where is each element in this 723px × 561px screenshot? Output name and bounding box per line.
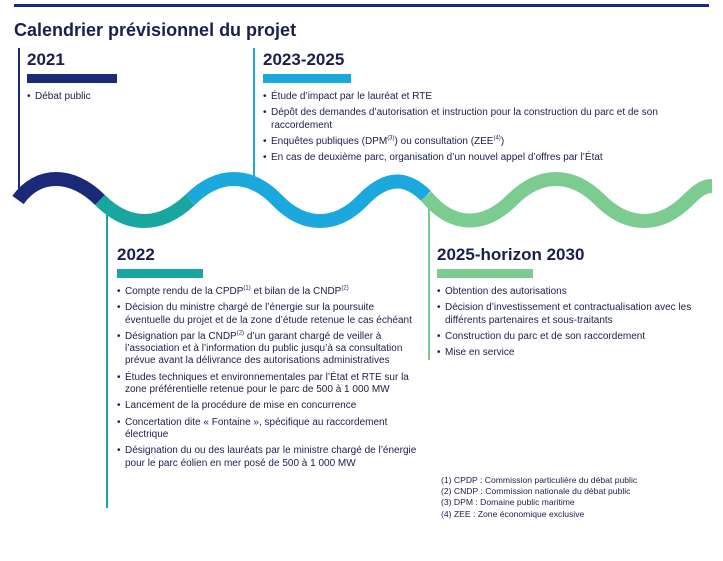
list-item: • Lancement de la procédure de mise en concurrence — [117, 400, 417, 412]
footnote: (3) DPM : Domaine public maritime — [441, 497, 575, 508]
list-item: • Compte rendu de la CPDP$^{(1)}$ et bilan de la CNDP$^{(2)}$ — [117, 286, 417, 298]
list-item: • Décision d’investissement et contractualisation avec les différents partenaires et sous-traitants — [437, 302, 707, 327]
footnote-ref: (2) — [341, 285, 349, 292]
period-2021-year: 2021 — [27, 50, 65, 69]
list-item: • Obtention des autorisations — [437, 286, 707, 298]
footnote-ref: (3) — [387, 135, 395, 142]
footnotes — [441, 475, 637, 520]
list-item: • Études techniques et environnementales par l’État et RTE sur la zone préférentielle retenue pour le parc de 500 à 1 000 MW — [117, 372, 417, 397]
connector-2021 — [18, 48, 20, 198]
connector-2022 — [106, 208, 108, 508]
period-2021-bar — [27, 74, 117, 83]
period-2021-list — [27, 91, 227, 107]
period-2025-2030-year: 2025-horizon 2030 — [437, 245, 585, 264]
period-2023-2025-list — [263, 91, 703, 168]
period-2025-2030-bar — [437, 269, 533, 278]
period-2023-2025-year: 2023-2025 — [263, 50, 345, 69]
footnote: (4) ZEE : Zone économique exclusive — [441, 508, 585, 519]
footnote: (1) CPDP : Commission particulière du débat public — [441, 475, 638, 485]
list-item: • Mise en service — [437, 347, 707, 359]
wave-segment-2025-2030 — [426, 179, 712, 221]
wave-segment-2023-2025 — [190, 179, 426, 221]
period-2022-list — [117, 286, 417, 474]
list-item: • Décision du ministre chargé de l’énergie sur la poursuite éventuelle du projet et de la zone d’étude retenue le cas échéant — [117, 302, 417, 327]
list-item: • Étude d’impact par le lauréat et RTE — [263, 91, 703, 103]
period-2025-2030-list — [437, 286, 707, 363]
connector-2025-2030 — [428, 200, 430, 360]
list-item: • Dépôt des demandes d’autorisation et instruction pour la construction du parc et de son raccordement — [263, 107, 703, 132]
footnote-ref: (1) — [243, 285, 251, 292]
list-item: • Désignation du ou des lauréats par le ministre chargé de l’énergie pour le parc éolien en mer posé de 500 à 1 000 MW — [117, 445, 417, 470]
footnote-ref: (4) — [493, 135, 501, 142]
list-item: • Construction du parc et de son raccordement — [437, 331, 707, 343]
footnote: (2) CNDP : Commission nationale du débat public — [441, 486, 631, 497]
footnote-ref: (2) — [236, 330, 245, 337]
list-item: • Concertation dite « Fontaine », spécifique au raccordement électrique — [117, 417, 417, 442]
period-2022-year: 2022 — [117, 245, 155, 264]
wave-segment-2022 — [100, 200, 190, 221]
page-title: Calendrier prévisionnel du projet — [14, 20, 297, 40]
list-item: • Débat public — [27, 91, 227, 103]
list-item: • En cas de deuxième parc, organisation d’un nouvel appel d’offres par l’État — [263, 152, 703, 164]
connector-2023-2025 — [253, 48, 255, 190]
list-item: • Enquêtes publiques (DPM$^{(3)}$) ou consultation (ZEE$^{(4)}$) — [263, 136, 703, 148]
list-item: • Désignation par la CNDP$^{(2)}$ d’un garant chargé de veiller à l’association et à l’information du public jusqu’à sa consultation prévue avant la délivrance des autorisations administratives — [117, 331, 417, 368]
period-2023-2025-bar — [263, 74, 351, 83]
wave-segment-2021 — [18, 179, 100, 200]
period-2022-bar — [117, 269, 203, 278]
